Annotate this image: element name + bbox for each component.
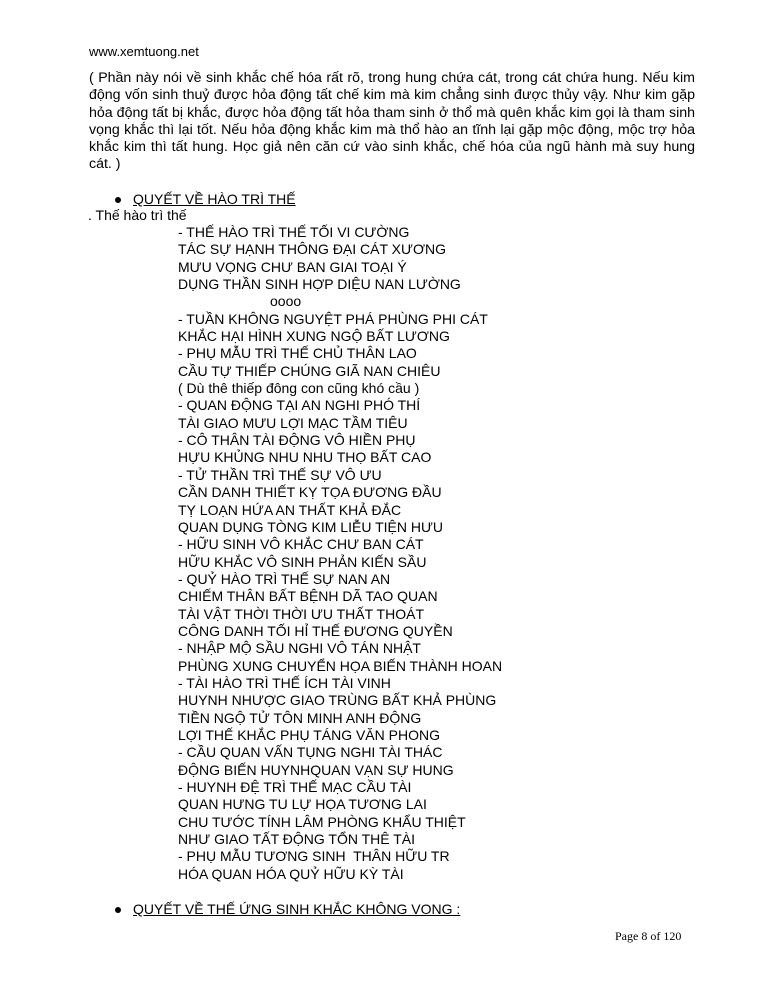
poem-line: - HỮU SINH VÔ KHẮC CHƯ BAN CÁT <box>178 536 424 553</box>
poem-line: - CÔ THÂN TÀI ĐỘNG VÔ HIỀN PHỤ <box>178 432 416 449</box>
poem-line: QUAN HƯNG TU LỰ HỌA TƯƠNG LAI <box>178 796 427 813</box>
poem-line: CẦN DANH THIẾT KỴ TỌA ĐƯƠNG ĐẦU <box>178 484 442 501</box>
poem-line: CHIẾM THÂN BẤT BỆNH DÃ TAO QUAN <box>178 588 438 605</box>
poem-line: ( Dù thê thiếp đông con cũng khó cầu ) <box>178 380 420 397</box>
poem-line: QUAN DỤNG TÒNG KIM LIỄU TIỆN HƯU <box>178 518 444 535</box>
poem-line: TỴ LOẠN HỨA AN THẤT KHẢ ĐẮC <box>178 501 402 518</box>
poem-line: CÔNG DANH TỐI HỈ THẾ ĐƯƠNG QUYỀN <box>178 622 453 639</box>
poem-line: CHU TƯỚC TÍNH LÂM PHÒNG KHẨU THIỆT <box>178 813 466 830</box>
poem-line: - QUỶ HÀO TRÌ THẾ SỰ NAN AN <box>178 570 391 587</box>
section-heading-ho-tri-the <box>115 191 296 207</box>
section-heading-text: QUYẾT VỀ HÀO TRÌ THẾ <box>133 191 296 207</box>
poem-line: ĐỘNG BIẾN HUYNHQUAN VẠN SỰ HUNG <box>178 761 454 778</box>
bullet-icon <box>115 907 121 913</box>
subheading: . Thế hào trì thế <box>88 207 187 223</box>
header-url: www.xemtuong.net <box>89 44 199 59</box>
section-heading-the-ung <box>115 901 460 917</box>
poem-line: MƯU VỌNG CHƯ BAN GIAI TOẠI Ý <box>178 258 407 275</box>
bullet-icon <box>115 197 121 203</box>
poem-line: NHƯ GIAO TẤT ĐỘNG TỔN THÊ TÀI <box>178 831 416 848</box>
poem-line: - PHỤ MẪU TƯƠNG SINH THÂN HỮU TR <box>178 848 450 865</box>
poem-block <box>178 224 502 883</box>
poem-line: DỤNG THẦN SINH HỢP DIỆU NAN LƯỜNG <box>178 276 461 293</box>
poem-line: HUYNH NHƯỢC GIAO TRÙNG BẤT KHẢ PHÙNG <box>178 692 497 709</box>
poem-line: HỰU KHỦNG NHU NHU THỌ BẤT CAO <box>178 449 432 466</box>
poem-line: - QUAN ĐỘNG TẠI AN NGHI PHÓ THÍ <box>178 397 421 414</box>
poem-line: - TUẦN KHÔNG NGUYỆT PHÁ PHÙNG PHI CÁT <box>178 310 488 327</box>
poem-line: TIỀN NGỘ TỬ TÔN MINH ANH ĐỘNG <box>178 709 422 726</box>
poem-line: TÀI GIAO MƯU LỢI MẠC TẦM TIÊU <box>178 414 408 431</box>
section-heading-text: QUYẾT VỀ THẾ ỨNG SINH KHẮC KHÔNG VONG : <box>133 901 461 917</box>
poem-line: - TỬ THẦN TRÌ THẾ SỰ VÔ ƯU <box>178 466 382 483</box>
intro-paragraph: ( Phần này nói về sinh khắc chế hóa rất rõ, trong hung chứa cát, trong cát chứa hung. Nếu kim động vốn sinh thuỷ được hỏa động tất chế kim mà kim chẳng sinh được thủy vậy. Như kim gặp hỏa động tất bị khắc, được hỏa động tất hỏa tham sinh ở thổ mà quên khắc kim gọi là tham sinh vọng khắc thì lại tốt. Nếu hỏa động khắc kim mà thổ hào an tĩnh lại gặp mộc động, mộc trợ hỏa khắc kim thì tất hung. Học giả nên căn cứ vào sinh khắc, chế hóa của ngũ hành mà suy hung cát. ) <box>89 70 695 173</box>
poem-line: PHÙNG XUNG CHUYỂN HỌA BIẾN THÀNH HOAN <box>178 657 503 674</box>
poem-line: TÁC SỰ HẠNH THÔNG ĐẠI CÁT XƯƠNG <box>178 241 446 258</box>
poem-line: oooo <box>270 293 302 310</box>
poem-line: TÀI VẬT THỜI THỜI ƯU THẤT THOÁT <box>178 605 424 622</box>
poem-line: KHẮC HẠI HÌNH XUNG NGỘ BẤT LƯƠNG <box>178 328 450 345</box>
poem-line: HỮU KHẮC VÔ SINH PHẢN KIẾN SẦU <box>178 553 427 570</box>
poem-line: - TÀI HÀO TRÌ THẾ ÍCH TÀI VINH <box>178 674 391 691</box>
page-number: Page 8 of 120 <box>615 929 682 943</box>
poem-line: HÓA QUAN HÓA QUỶ HỮU KỲ TÀI <box>178 865 404 882</box>
poem-line: - PHỤ MẪU TRÌ THẾ CHỦ THÂN LAO <box>178 345 417 362</box>
poem-line: - CẦU QUAN VẤN TỤNG NGHI TÀI THÁC <box>178 744 443 761</box>
poem-line: - NHẬP MỘ SẦU NGHI VÔ TÁN NHẬT <box>178 640 421 657</box>
poem-line: LỢI THẾ KHẮC PHỤ TÁNG VĂN PHONG <box>178 726 440 743</box>
poem-line: - HUYNH ĐỆ TRÌ THẾ MẠC CẦU TÀI <box>178 779 412 795</box>
poem-line: - THẾ HÀO TRÌ THẾ TỐI VI CƯỜNG <box>178 224 410 240</box>
poem-line: CẦU TỰ THIẾP CHÚNG GIÃ NAN CHIÊU <box>178 362 441 379</box>
